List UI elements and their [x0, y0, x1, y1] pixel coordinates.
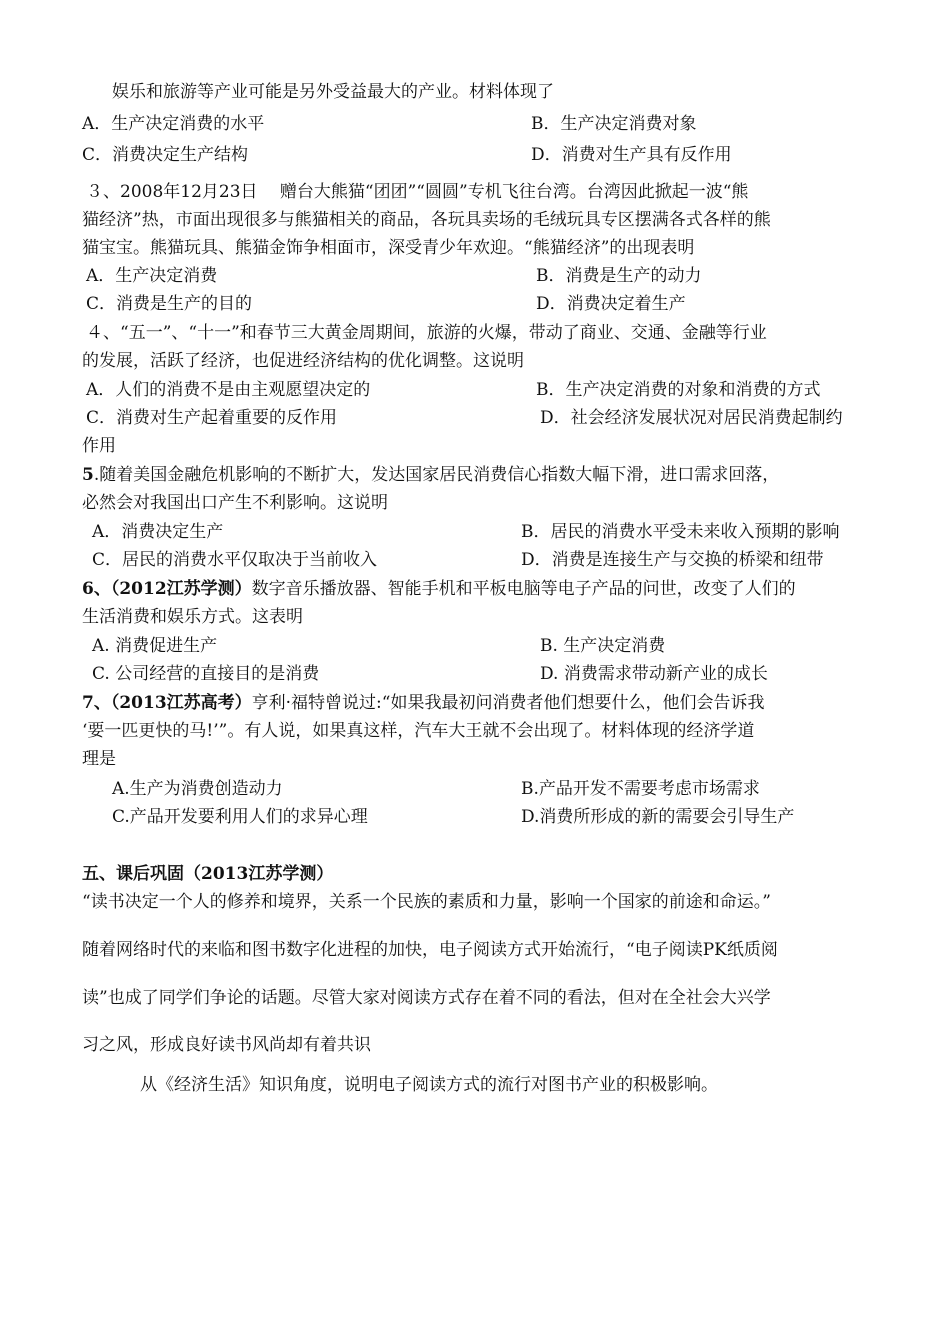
q7-heading: 7、（2013江苏高考） [82, 693, 252, 713]
q4-option-d: D．社会经济发展状况对居民消费起制约 [540, 408, 843, 428]
q2-option-b: B．生产决定消费对象 [531, 114, 697, 134]
q4-option-a: A．人们的消费不是由主观愿望决定的 [86, 380, 371, 400]
q6-stem-line2: 生活消费和娱乐方式。这表明 [82, 607, 303, 627]
q5-stem-line2: 必然会对我国出口产生不利影响。这说明 [82, 493, 388, 513]
section5-paragraph-line1: “读书决定一个人的修养和境界，关系一个民族的素质和力量，影响一个国家的前途和命运。” [82, 892, 771, 912]
q6-option-c: C. 公司经营的直接目的是消费 [92, 664, 320, 684]
q3-stem-line2: 猫经济”热，市面出现很多与熊猫相关的商品，各玩具卖场的毛绒玩具专区摆满各式各样的熊 [82, 210, 771, 230]
q5-number: 5 [82, 465, 94, 485]
q2-option-a: A．生产决定消费的水平 [82, 114, 265, 134]
q5-option-a: A．消费决定生产 [92, 522, 224, 542]
q7-option-b: B.产品开发不需要考虑市场需求 [521, 779, 760, 799]
q3-stem-line1: ３、2008年12月23日 赠台大熊猫“团团”“圆圆”专机飞往台湾。台湾因此掀起一波“熊 [86, 182, 749, 202]
q2-option-d: D．消费对生产具有反作用 [531, 145, 732, 165]
q2-stem-tail: 娱乐和旅游等产业可能是另外受益最大的产业。材料体现了 [112, 82, 554, 102]
q5-stem-line1 [82, 463, 779, 487]
q7-stem-line2: ‘要一匹更快的马!’”。有人说，如果真这样，汽车大王就不会出现了。材料体现的经济学道 [82, 721, 755, 741]
q5-option-c: C．居民的消费水平仅取决于当前收入 [92, 550, 378, 570]
q4-option-b: B．生产决定消费的对象和消费的方式 [536, 380, 821, 400]
q7-stem-text: 亨利·福特曾说过:“如果我最初问消费者他们想要什么，他们会告诉我 [251, 693, 765, 713]
q5-option-b: B．居民的消费水平受未来收入预期的影响 [521, 522, 840, 542]
q3-option-b: B．消费是生产的动力 [536, 266, 702, 286]
q7-option-c: C.产品开发要利用人们的求异心理 [112, 807, 368, 827]
q6-stem-text: 数字音乐播放器、智能手机和平板电脑等电子产品的问世，改变了人们的 [251, 579, 796, 599]
section5-heading: 五、课后巩固（2013江苏学测） [82, 864, 334, 884]
q6-option-d: D. 消费需求带动新产业的成长 [540, 664, 768, 684]
q6-option-b: B. 生产决定消费 [540, 636, 666, 656]
q7-option-a: A.生产为消费创造动力 [112, 779, 283, 799]
q5-stem-text: .随着美国金融危机影响的不断扩大，发达国家居民消费信心指数大幅下滑，进口需求回落， [93, 465, 780, 485]
q3-option-c: C．消费是生产的目的 [86, 294, 253, 314]
q4-option-d-continuation: 作用 [82, 436, 116, 456]
q6-stem-line1 [82, 577, 796, 601]
q7-option-d: D.消费所形成的新的需要会引导生产 [521, 807, 795, 827]
q7-stem-line1 [82, 691, 764, 715]
section5-paragraph-line4: 习之风，形成良好读书风尚却有着共识 [82, 1035, 371, 1055]
q2-option-c: C．消费决定生产结构 [82, 145, 249, 165]
section5-paragraph-line3: 读”也成了同学们争论的话题。尽管大家对阅读方式存在着不同的看法，但对在全社会大兴学 [82, 988, 771, 1008]
q4-stem-line2: 的发展，活跃了经济，也促进经济结构的优化调整。这说明 [82, 351, 524, 371]
q3-option-d: D．消费决定着生产 [536, 294, 686, 314]
q3-stem-line3: 猫宝宝。熊猫玩具、熊猫金饰争相面市，深受青少年欢迎。“熊猫经济”的出现表明 [82, 238, 695, 258]
q4-stem-line1: ４、“五一”、“十一”和春节三大黄金周期间，旅游的火爆，带动了商业、交通、金融等行业 [86, 323, 767, 343]
q6-option-a: A. 消费促进生产 [92, 636, 218, 656]
section5-paragraph-line2: 随着网络时代的来临和图书数字化进程的加快，电子阅读方式开始流行，“电子阅读PK纸质阅 [82, 940, 778, 960]
q3-option-a: A．生产决定消费 [86, 266, 218, 286]
q6-heading: 6、（2012江苏学测） [82, 579, 252, 599]
q4-option-c: C．消费对生产起着重要的反作用 [86, 408, 338, 428]
q5-option-d: D．消费是连接生产与交换的桥梁和纽带 [521, 550, 824, 570]
q7-stem-line3: 理是 [82, 749, 116, 769]
section5-question: 从《经济生活》知识角度，说明电子阅读方式的流行对图书产业的积极影响。 [140, 1075, 718, 1095]
